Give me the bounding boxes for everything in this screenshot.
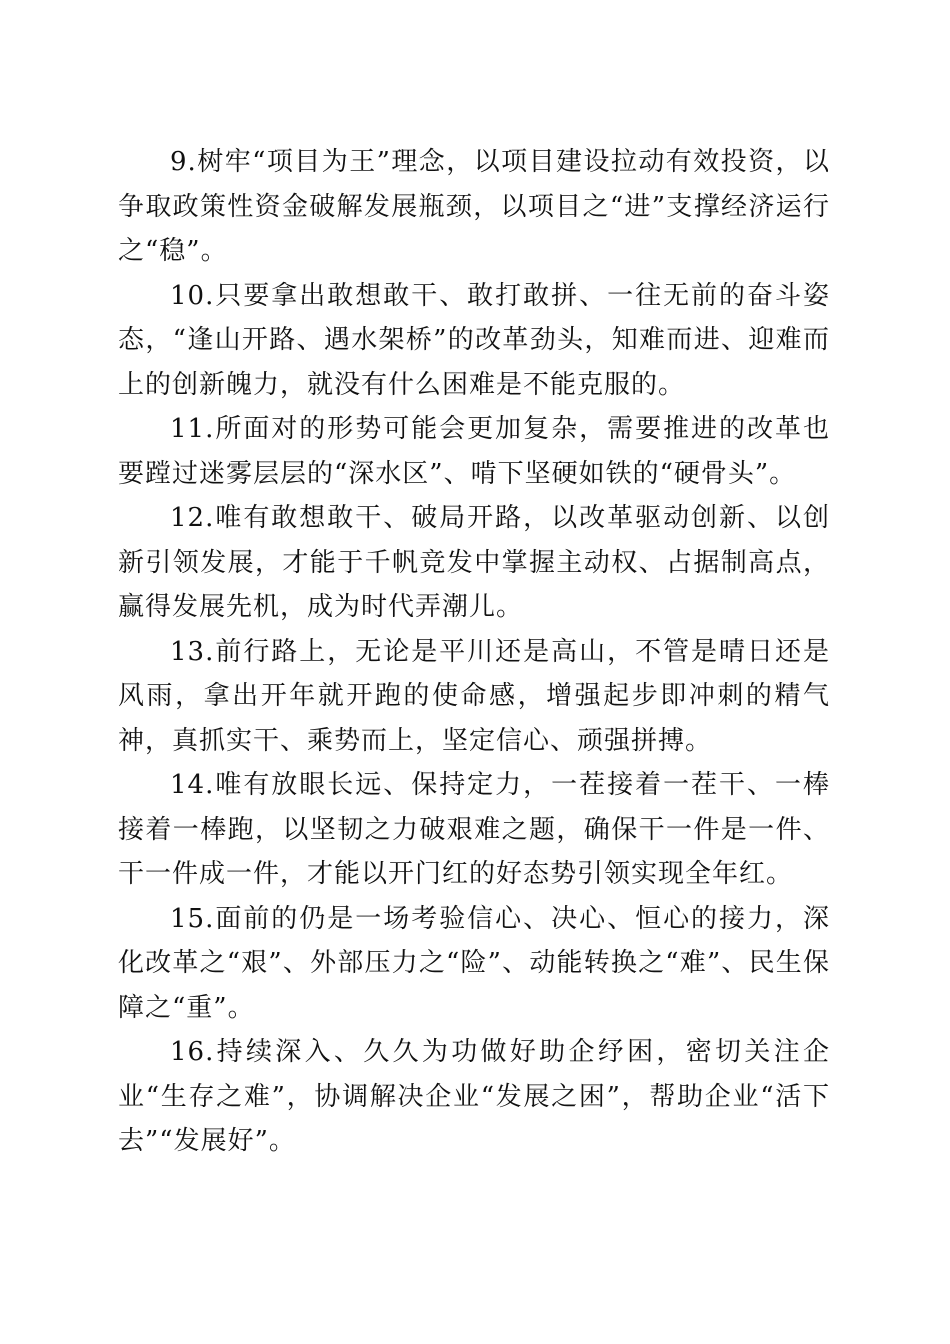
- paragraph-13: 13.前行路上，无论是平川还是高山，不管是晴日还是风雨，拿出开年就开跑的使命感，增强起步即冲刺的精气神，真抓实干、乘势而上，坚定信心、顽强拼搏。: [118, 636, 830, 756]
- paragraph-16: 16.持续深入、久久为功做好助企纾困，密切关注企业“生存之难”，协调解决企业“发展之困”，帮助企业“活下去”“发展好”。: [118, 1037, 830, 1156]
- paragraph-15: 15.面前的仍是一场考验信心、决心、恒心的接力，深化改革之“艰”、外部压力之“险”、动能转换之“难”、民生保障之“重”。: [118, 903, 830, 1023]
- paragraph-11: 11.所面对的形势可能会更加复杂，需要推进的改革也要蹚过迷雾层层的“深水区”、啃下坚硬如铁的“硬骨头”。: [118, 414, 830, 489]
- paragraph-9: 9.树牢“项目为王”理念，以项目建设拉动有效投资，以争取政策性资金破解发展瓶颈，以项目之“进”支撑经济运行之“稳”。: [118, 147, 830, 266]
- paragraph-12: 12.唯有敢想敢干、破局开路，以改革驱动创新、以创新引领发展，才能于千帆竞发中掌握主动权、占据制高点，赢得发展先机，成为时代弄潮儿。: [118, 503, 830, 622]
- paragraph-10: 10.只要拿出敢想敢干、敢打敢拼、一往无前的奋斗姿态，“逢山开路、遇水架桥”的改革劲头，知难而进、迎难而上的创新魄力，就没有什么困难是不能克服的。: [118, 280, 830, 400]
- document-body: [118, 140, 830, 1164]
- paragraph-14: 14.唯有放眼长远、保持定力，一茬接着一茬干、一棒接着一棒跑，以坚韧之力破艰难之题，确保干一件是一件、干一件成一件，才能以开门红的好态势引领实现全年红。: [118, 770, 830, 889]
